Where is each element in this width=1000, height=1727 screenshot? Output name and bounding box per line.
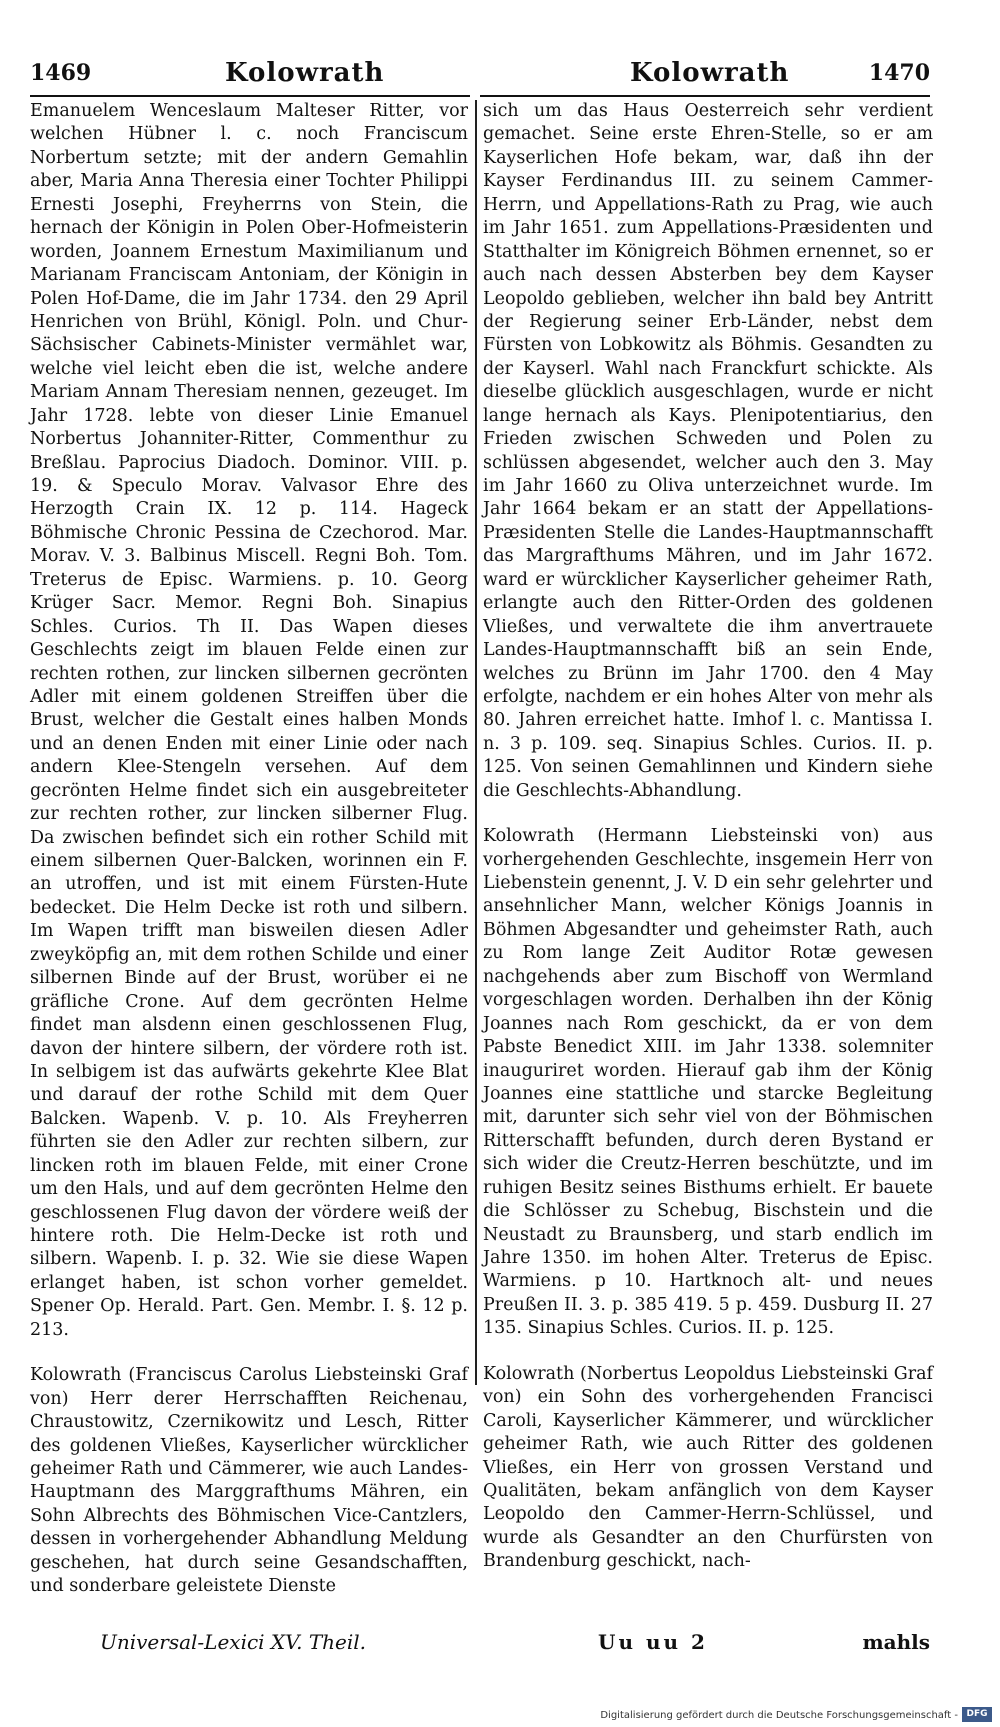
left-column [30, 100, 468, 1599]
signature-mark: Uu uu 2 [598, 1630, 708, 1654]
header-rule-right [480, 95, 930, 97]
header-rule-left [30, 95, 470, 97]
right-column [483, 100, 933, 1574]
column-divider [475, 100, 477, 1385]
digitization-credit: Digitalisierung gefördert durch die Deutsche Forschungsgemeinschaft - [600, 1710, 958, 1721]
left-running-head: Kolowrath [225, 58, 385, 88]
right-page-number: 1470 [868, 60, 930, 86]
right-running-head: Kolowrath [630, 58, 790, 88]
entry-hermann: Kolowrath (Hermann Liebsteinski von) aus vorhergehenden Geschlechte, insgemein Herr von Liebenstein genennt, J. V. D ein sehr gelehrter und ansehnlicher Mann, welcher Königs Joannis in Böhmen Abgesandter und geheimster Rath, auch zu Rom lange Zeit Auditor Rotæ gewesen nachgehends aber zum Bischoff von Wermland vorgeschlagen worden. Derhalben ihn der König Joannes nach Rom geschickt, da er von dem Pabste Benedict XIII. im Jahr 1338. solemniter inauguriret worden. Hierauf gab ihm der König Joannes eine stattliche und starcke Begleitung mit, darunter sich sehr viel von der Böhmischen Ritterschafft befunden, durch deren Bystand er sich wider die Creutz-Herren beschützte, und im ruhigen Besitz seines Bisthums erhielt. Er bauete die Schlösser zu Schebug, Bischstein und die Neustadt zu Braunsberg, und starb endlich im Jahre 1350. im hohen Alter. Treterus de Episc. Warmiens. p 10. Hartknoch alt- und neues Preußen II. 3. p. 385 419. 5 p. 459. Dusburg II. 27 135. Sinapius Schles. Curios. II. p. 125. [483, 826, 933, 1339]
catchword: mahls [862, 1630, 930, 1654]
entry-franciscus-carolus: Kolowrath (Franciscus Carolus Liebsteinski Graf von) Herr derer Herrschafften Reichenau, Chraustowitz, Czernikowitz und Lesch, Ritter des goldenen Vließes, Kayserlicher würcklicher geheimer Rath und Cämmerer, wie auch Landes-Hauptmann des Marggrafthums Mähren, ein Sohn Albrechts des Böhmischen Vice-Cantzlers, dessen in vorhergehender Abhandlung Meldung geschehen, hat durch seine Gesandschafften, und sonderbare geleistete Dienste [30, 1365, 468, 1597]
left-column-paragraph-1: Emanuelem Wenceslaum Malteser Ritter, vor welchen Hübner l. c. noch Franciscum Norbertum setzte; mit der andern Gemahlin aber, Maria Anna Theresia einer Tochter Philippi Ernesti Josephi, Freyherrns von Stein, die hernach der Königin in Polen Ober-Hofmeisterin worden, Joannem Ernestum Maximilianum und Marianam Franciscam Antoniam, der Königin in Polen Hof-Dame, die im Jahr 1734. den 29 April Henrichen von Brühl, Königl. Poln. und Chur-Sächsischer Cabinets-Minister vermählet war, welche viel leicht eben die ist, welche andere Mariam Annam Theresiam nennen, gezeuget. Im Jahr 1728. lebte von dieser Linie Emanuel Norbertus Johanniter-Ritter, Commenthur zu Breßlau. Paprocius Diadoch. Dominor. VIII. p. 19. & Speculo Morav. Valvasor Ehre des Herzogth Crain IX. 12 p. 114. Hageck Böhmische Chronic Pessina de Czechorod. Mar. Morav. V. 3. Balbinus Miscell. Regni Boh. Tom. Treterus de Episc. Warmiens. p. 10. Georg Krüger Sacr. Memor. Regni Boh. Sinapius Schles. Curios. Th II. Das Wapen dieses Geschlechts zeigt im blauen Felde einen zur rechten rothen, zur lincken silbernen gecrönten Adler mit einem goldenen Streiffen über die Brust, welcher die Gestalt eines halben Monds und an denen Enden mit einer Linie oder nach andern Klee-Stengeln versehen. Auf dem gecrönten Helme findet sich ein ausgebreiteter zur rechten rother, zur lincken silberner Flug. Da zwischen befindet sich ein rother Schild mit einem silbernen Quer-Balcken, worinnen ein F. an utroffen, und ist mit einem Fürsten-Hute bedecket. Die Helm Decke ist roth und silbern. Im Wapen trifft man bisweilen diesen Adler zweyköpfig an, mit dem rothen Schilde und einer silbernen Binde auf der Brust, worüber ei ne gräfliche Crone. Auf dem gecrönten Helme findet man alsdenn einen geschlossenen Flug, davon der hintere silbern, der vördere roth ist. In selbigem ist das aufwärts gekehrte Klee Blat und darauf der rothe Schild mit dem Quer Balcken. Wapenb. V. p. 10. Als Freyherren führten sie den Adler zur rechten silbern, zur lincken roth im blauen Felde, mit einer Crone um den Hals, und auf dem gecrönten Helme den geschlossenen Flug davon der vördere weiß der hintere roth. Die Helm-Decke ist roth und silbern. Wapenb. I. p. 32. Wie sie diese Wapen erlanget haben, ist schon vorher gemeldet. Spener Op. Herald. Part. Gen. Membr. I. §. 12 p. 213. [30, 101, 468, 1340]
volume-signature: Universal-Lexici XV. Theil. [100, 1630, 367, 1654]
left-page-number: 1469 [30, 60, 92, 86]
page-footer [30, 1630, 930, 1660]
page-header [30, 60, 930, 96]
dfg-logo-icon: DFG [962, 1707, 992, 1722]
entry-norbertus-leopoldus: Kolowrath (Norbertus Leopoldus Liebsteinski Graf von) ein Sohn des vorhergehenden Francisci Caroli, Kayserlicher Kämmerer, und würcklicher geheimer Rath, wie auch Ritter des goldenen Vließes, ein Herr von grossen Verstand und Qualitäten, bekam anfänglich von dem Kayser Leopoldo den Cammer-Herrn-Schlüssel, und wurde als Gesandter an den Churfürsten von Brandenburg geschickt, nach- [483, 1363, 933, 1572]
right-column-paragraph-1: sich um das Haus Oesterreich sehr verdient gemachet. Seine erste Ehren-Stelle, so er am Kayserlichen Hofe bekam, war, daß ihn der Kayser Ferdinandus III. zu seinem Cammer-Herrn, und Appellations-Rath zu Prag, wie auch im Jahr 1651. zum Appellations-Præsidenten und Statthalter im Königreich Böhmen ernennet, so er auch nach dessen Absterben bey dem Kayser Leopoldo geblieben, welcher ihn bald bey Antritt der Regierung seiner Erb-Länder, nebst dem Fürsten von Lobkowitz als Böhmis. Gesandten zu der Kayserl. Wahl nach Franckfurt schickte. Als dieselbe glücklich ausgeschlagen, wurde er nicht lange hernach als Kays. Plenipotentiarius, den Frieden zwischen Schweden und Polen zu schlüssen abgesendet, welcher auch den 3. May im Jahr 1660 zu Oliva unterzeichnet wurde. Im Jahr 1664 bekam er an statt der Appellations-Præsidenten Stelle die Landes-Hauptmannschafft das Margrafthums Mähren, und im Jahr 1672. ward er würcklicher Kayserlicher geheimer Rath, erlangte auch den Ritter-Orden des goldenen Vließes, und verwaltete die ihm anvertrauete Landes-Hauptmannschafft biß an sein Ende, welches zu Brünn im Jahr 1700. den 4 May erfolgte, nachdem er ein hohes Alter von mehr als 80. Jahren erreichet hatte. Imhof l. c. Mantissa I. n. 3 p. 109. seq. Sinapius Schles. Curios. II. p. 125. Von seinen Gemahlinnen und Kindern siehe die Geschlechts-Abhandlung. [483, 101, 933, 801]
